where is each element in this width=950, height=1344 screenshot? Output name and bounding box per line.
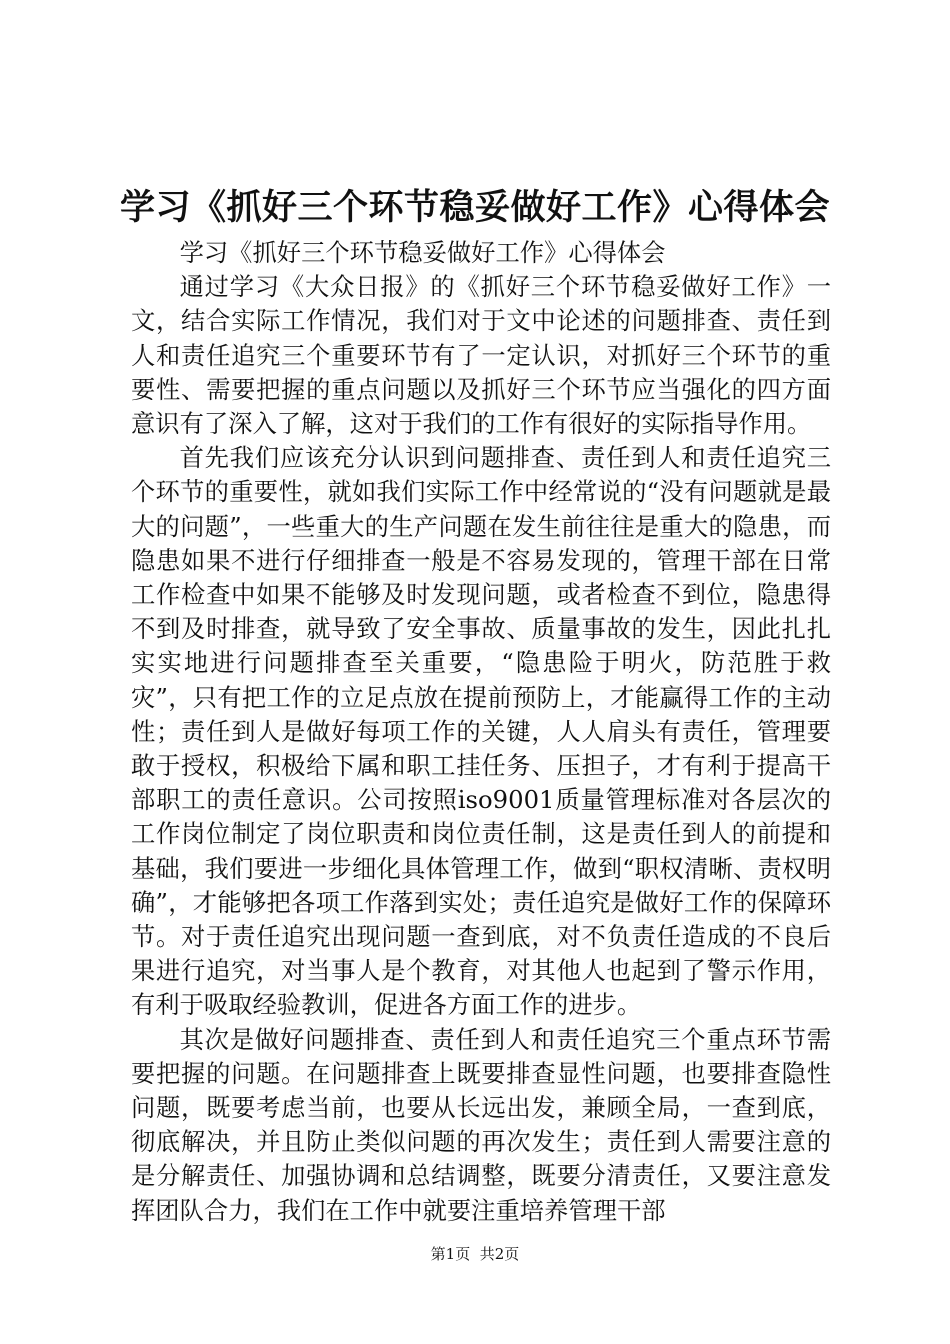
paragraph-first-point: 首先我们应该充分认识到问题排查、责任到人和责任追究三个环节的重要性，就如我们实际工作中经常说的“没有问题就是最大的问题”，一些重大的生产问题在发生前往往是重大的隐患，而隐患如果不进行仔细排查一般是不容易发现的，管理干部在日常工作检查中如果不能够及时发现问题，或者检查不到位，隐患得不到及时排查，就导致了安全事故、质量事故的发生，因此扎扎实实地进行问题排查至关重要，“隐患险于明火，防范胜于救灾”，只有把工作的立足点放在提前预防上，才能赢得工作的主动性；责任到人是做好每项工作的关键，人人肩头有责任，管理要敢于授权，积极给下属和职工挂任务、压担子，才有利于提高干部职工的责任意识。公司按照iso9001质量管理标准对各层次的工作岗位制定了岗位职责和岗位责任制，这是责任到人的前提和基础，我们要进一步细化具体管理工作，做到“职权清晰、责权明确”，才能够把各项工作落到实处；责任追究是做好工作的保障环节。对于责任追究出现问题一查到底，对不负责任造成的不良后果进行追究，对当事人是个教育，对其他人也起到了警示作用，有利于吸取经验教训，促进各方面工作的进步。 [131, 443, 831, 1020]
document-body [131, 236, 831, 1228]
paragraph-intro: 通过学习《大众日报》的《抓好三个环节稳妥做好工作》一文，结合实际工作情况，我们对于文中论述的问题排查、责任到人和责任追究三个重要环节有了一定认识，对抓好三个环节的重要性、需要把握的重点问题以及抓好三个环节应当强化的四方面意识有了深入了解，这对于我们的工作有很好的实际指导作用。 [131, 272, 831, 439]
page-number-current: 第1页 [430, 1245, 471, 1263]
page-footer [0, 1244, 950, 1264]
page-number-total: 共2页 [479, 1245, 520, 1263]
paragraph-subtitle: 学习《抓好三个环节稳妥做好工作》心得体会 [179, 238, 666, 267]
document-title: 学习《抓好三个环节稳妥做好工作》心得体会 [119, 187, 830, 228]
paragraph-second-point: 其次是做好问题排查、责任到人和责任追究三个重点环节需要把握的问题。在问题排查上既要排查显性问题，也要排查隐性问题，既要考虑当前，也要从长远出发，兼顾全局，一查到底，彻底解决，并且防止类似问题的再次发生；责任到人需要注意的是分解责任、加强协调和总结调整，既要分清责任，又要注意发挥团队合力，我们在工作中就要注重培养管理干部 [131, 1024, 831, 1225]
